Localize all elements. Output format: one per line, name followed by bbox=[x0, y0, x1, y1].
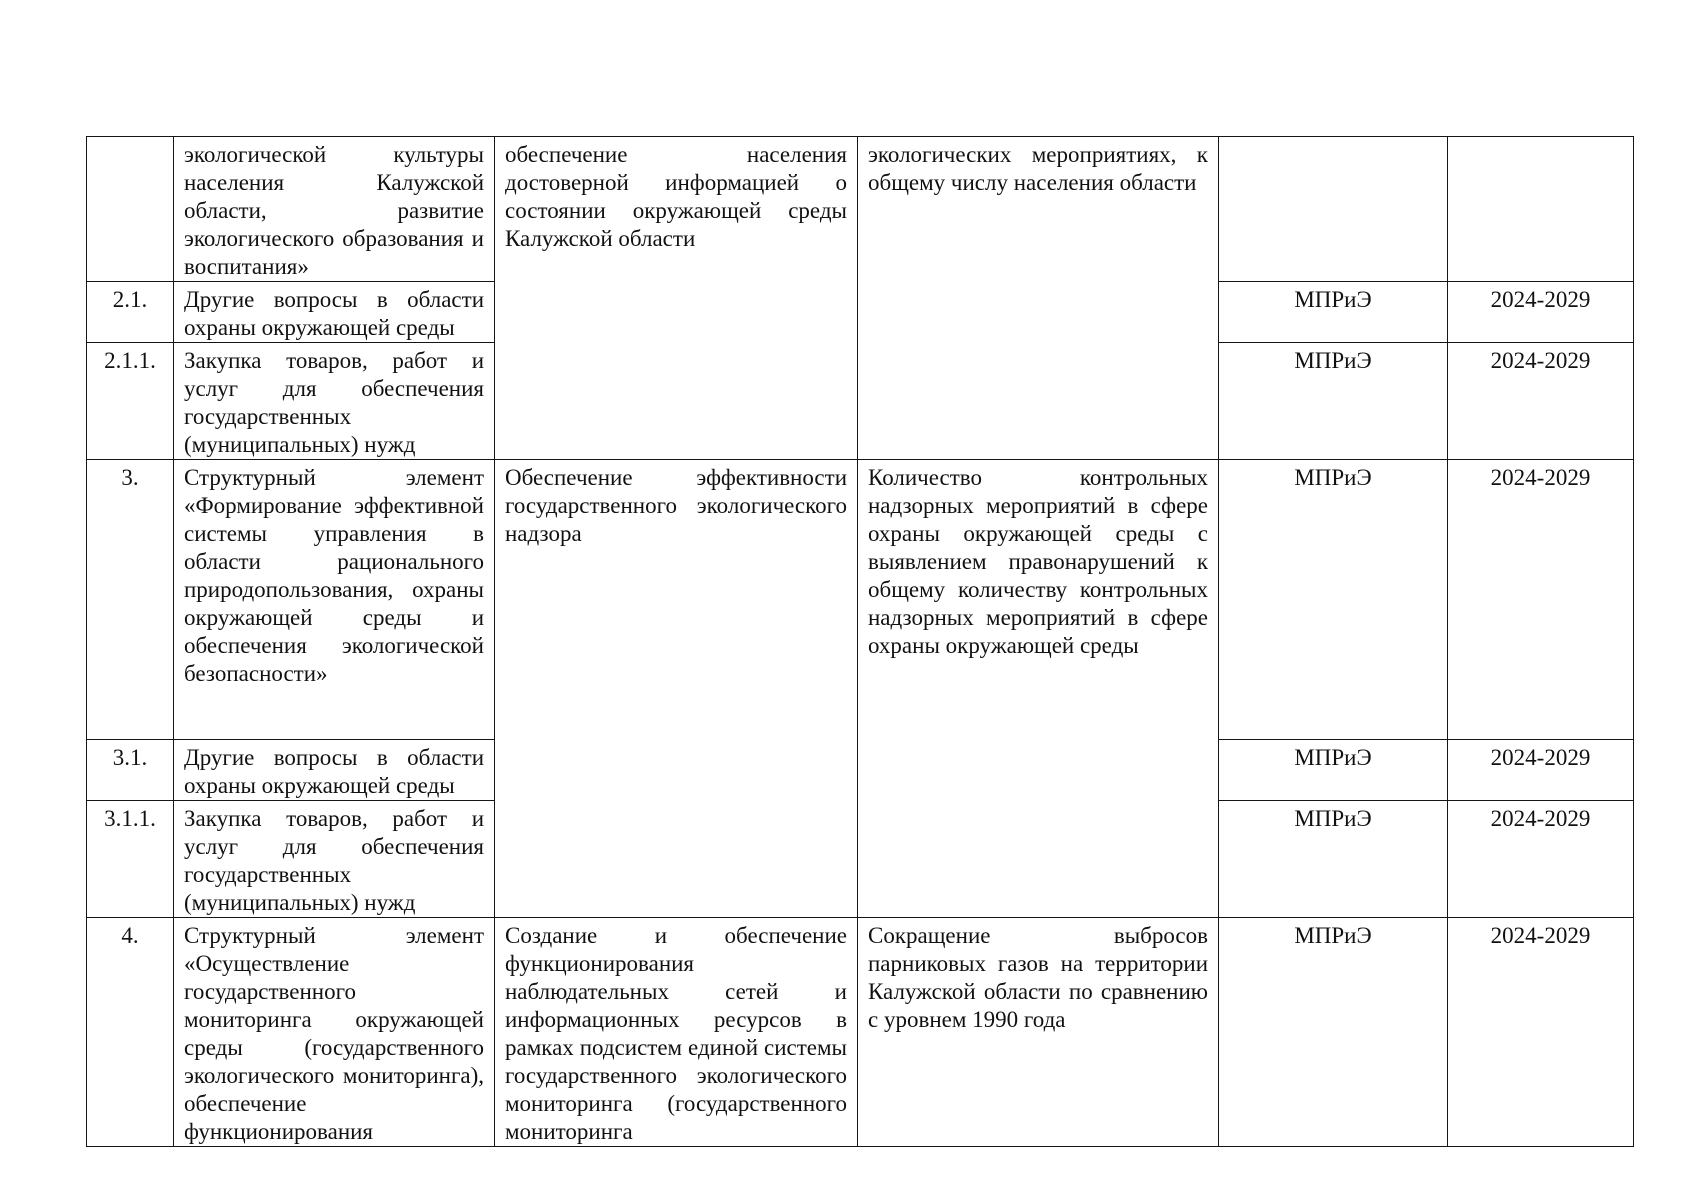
row-indicator: Сокращение выбросов парниковых газов на территории Калужской области по сравнению с уровнем 1990 года bbox=[858, 918, 1219, 1147]
row-number: 3.1. bbox=[87, 740, 174, 801]
row-task: Обеспечение эффективности государственного экологического надзора bbox=[495, 460, 858, 918]
row-responsible: МПРиЭ bbox=[1219, 460, 1448, 740]
row-name: Другие вопросы в области охраны окружающей среды bbox=[174, 740, 495, 801]
row-years: 2024-2029 bbox=[1448, 740, 1634, 801]
row-name: Закупка товаров, работ и услуг для обеспечения государственных (муниципальных) нужд bbox=[174, 801, 495, 918]
row-number: 2.1.1. bbox=[87, 343, 174, 460]
table-row bbox=[87, 918, 1634, 1147]
row-name: Структурный элемент «Осуществление государственного мониторинга окружающей среды (государственного экологического мониторинга), обеспечение функционирования bbox=[174, 918, 495, 1147]
row-number: 2.1. bbox=[87, 282, 174, 343]
row-years: 2024-2029 bbox=[1448, 460, 1634, 740]
row-responsible: МПРиЭ bbox=[1219, 282, 1448, 343]
row-years: 2024-2029 bbox=[1448, 918, 1634, 1147]
row-indicator: экологических мероприятиях, к общему числу населения области bbox=[858, 137, 1219, 460]
row-number: 3. bbox=[87, 460, 174, 740]
row-number: 3.1.1. bbox=[87, 801, 174, 918]
row-task: Создание и обеспечение функционирования наблюдательных сетей и информационных ресурсов в рамках подсистем единой системы государственного экологического мониторинга (государственного мониторинга bbox=[495, 918, 858, 1147]
row-responsible: МПРиЭ bbox=[1219, 918, 1448, 1147]
row-years: 2024-2029 bbox=[1448, 282, 1634, 343]
program-table bbox=[86, 136, 1634, 1147]
row-name: Закупка товаров, работ и услуг для обеспечения государственных (муниципальных) нужд bbox=[174, 343, 495, 460]
row-number bbox=[87, 137, 174, 282]
row-responsible: МПРиЭ bbox=[1219, 343, 1448, 460]
row-years: 2024-2029 bbox=[1448, 343, 1634, 460]
row-responsible: МПРиЭ bbox=[1219, 740, 1448, 801]
table-row bbox=[87, 460, 1634, 740]
row-number: 4. bbox=[87, 918, 174, 1147]
row-years bbox=[1448, 137, 1634, 282]
row-name: Структурный элемент «Формирование эффективной системы управления в области рационального природопользования, охраны окружающей среды и обеспечения экологической безопасности» bbox=[174, 460, 495, 740]
row-years: 2024-2029 bbox=[1448, 801, 1634, 918]
row-name: Другие вопросы в области охраны окружающей среды bbox=[174, 282, 495, 343]
row-task: обеспечение населения достоверной информацией о состоянии окружающей среды Калужской области bbox=[495, 137, 858, 460]
row-name: экологической культуры населения Калужской области, развитие экологического образования и воспитания» bbox=[174, 137, 495, 282]
row-responsible bbox=[1219, 137, 1448, 282]
table-row bbox=[87, 137, 1634, 282]
row-responsible: МПРиЭ bbox=[1219, 801, 1448, 918]
row-indicator: Количество контрольных надзорных мероприятий в сфере охраны окружающей среды с выявлением правонарушений к общему количеству контрольных надзорных мероприятий в сфере охраны окружающей среды bbox=[858, 460, 1219, 918]
